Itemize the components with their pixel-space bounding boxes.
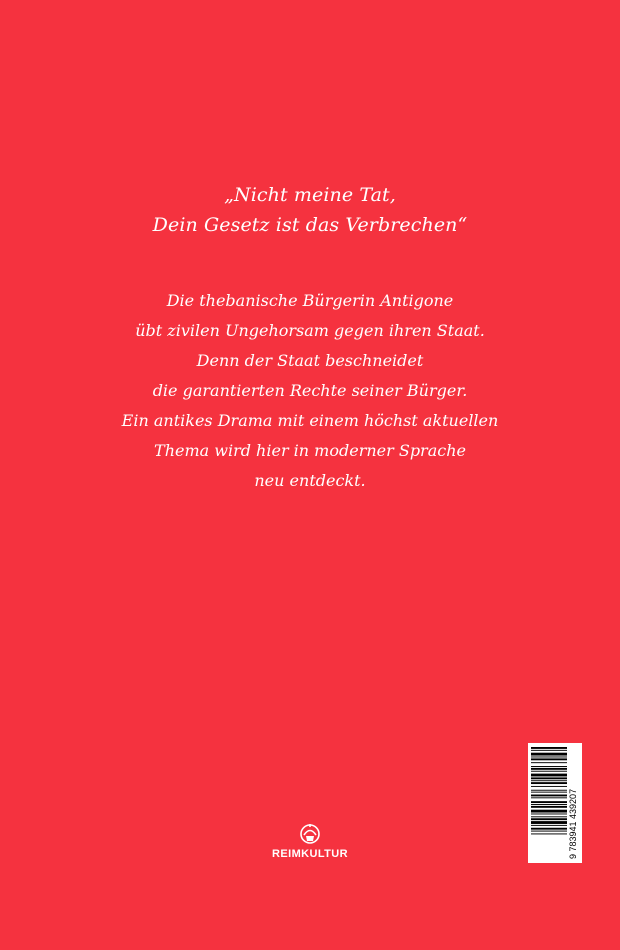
barcode-digits: 9 783941 439207 [568,788,578,859]
barcode-bar [531,818,567,820]
barcode-bar [531,801,567,803]
barcode-bar [531,771,567,772]
barcode-bar [531,774,567,777]
barcode-bar [531,762,567,763]
barcode-bar [531,777,567,779]
barcode-bar [531,766,567,767]
cover-quote [0,180,620,240]
barcode-bar [531,750,567,751]
barcode-bar [531,757,567,758]
barcode-bar [531,795,567,797]
blurb-line: Thema wird hier in moderner Sprache [154,441,466,460]
barcode-bar [531,810,567,813]
blurb-line: die garantierten Rechte seiner Bürger. [152,381,468,400]
barcode-bar [531,786,567,787]
blurb-line: Die thebanische Bürgerin Antigone [166,291,454,310]
blurb-line: Ein antikes Drama mit einem höchst aktuellen [121,411,499,430]
helmet-logo-icon [299,822,321,846]
quote-line: Dein Gesetz ist das Verbrechen“ [152,214,468,236]
barcode-bar [531,782,567,784]
publisher-name: REIMKULTUR [272,848,348,860]
barcode-bar [531,747,567,749]
blurb-line: neu entdeckt. [254,471,366,490]
barcode-bar [531,804,567,805]
barcode-bar [531,768,567,770]
barcode-bar [531,816,567,817]
barcode-bar [531,758,567,760]
blurb-line: übt zivilen Ungehorsam gegen ihren Staat. [135,321,485,340]
barcode-bar [531,780,567,781]
blurb-line: Denn der Staat beschneidet [196,351,424,370]
barcode-bar [531,806,567,808]
barcode-bar [531,753,567,756]
barcode-bar [531,790,567,791]
barcode-bar [531,797,567,798]
quote-line: „Nicht meine Tat, [224,184,396,206]
barcode-bar [531,792,567,793]
cover-blurb [0,286,620,496]
barcode-bar [531,814,567,815]
publisher-mark [0,822,620,860]
